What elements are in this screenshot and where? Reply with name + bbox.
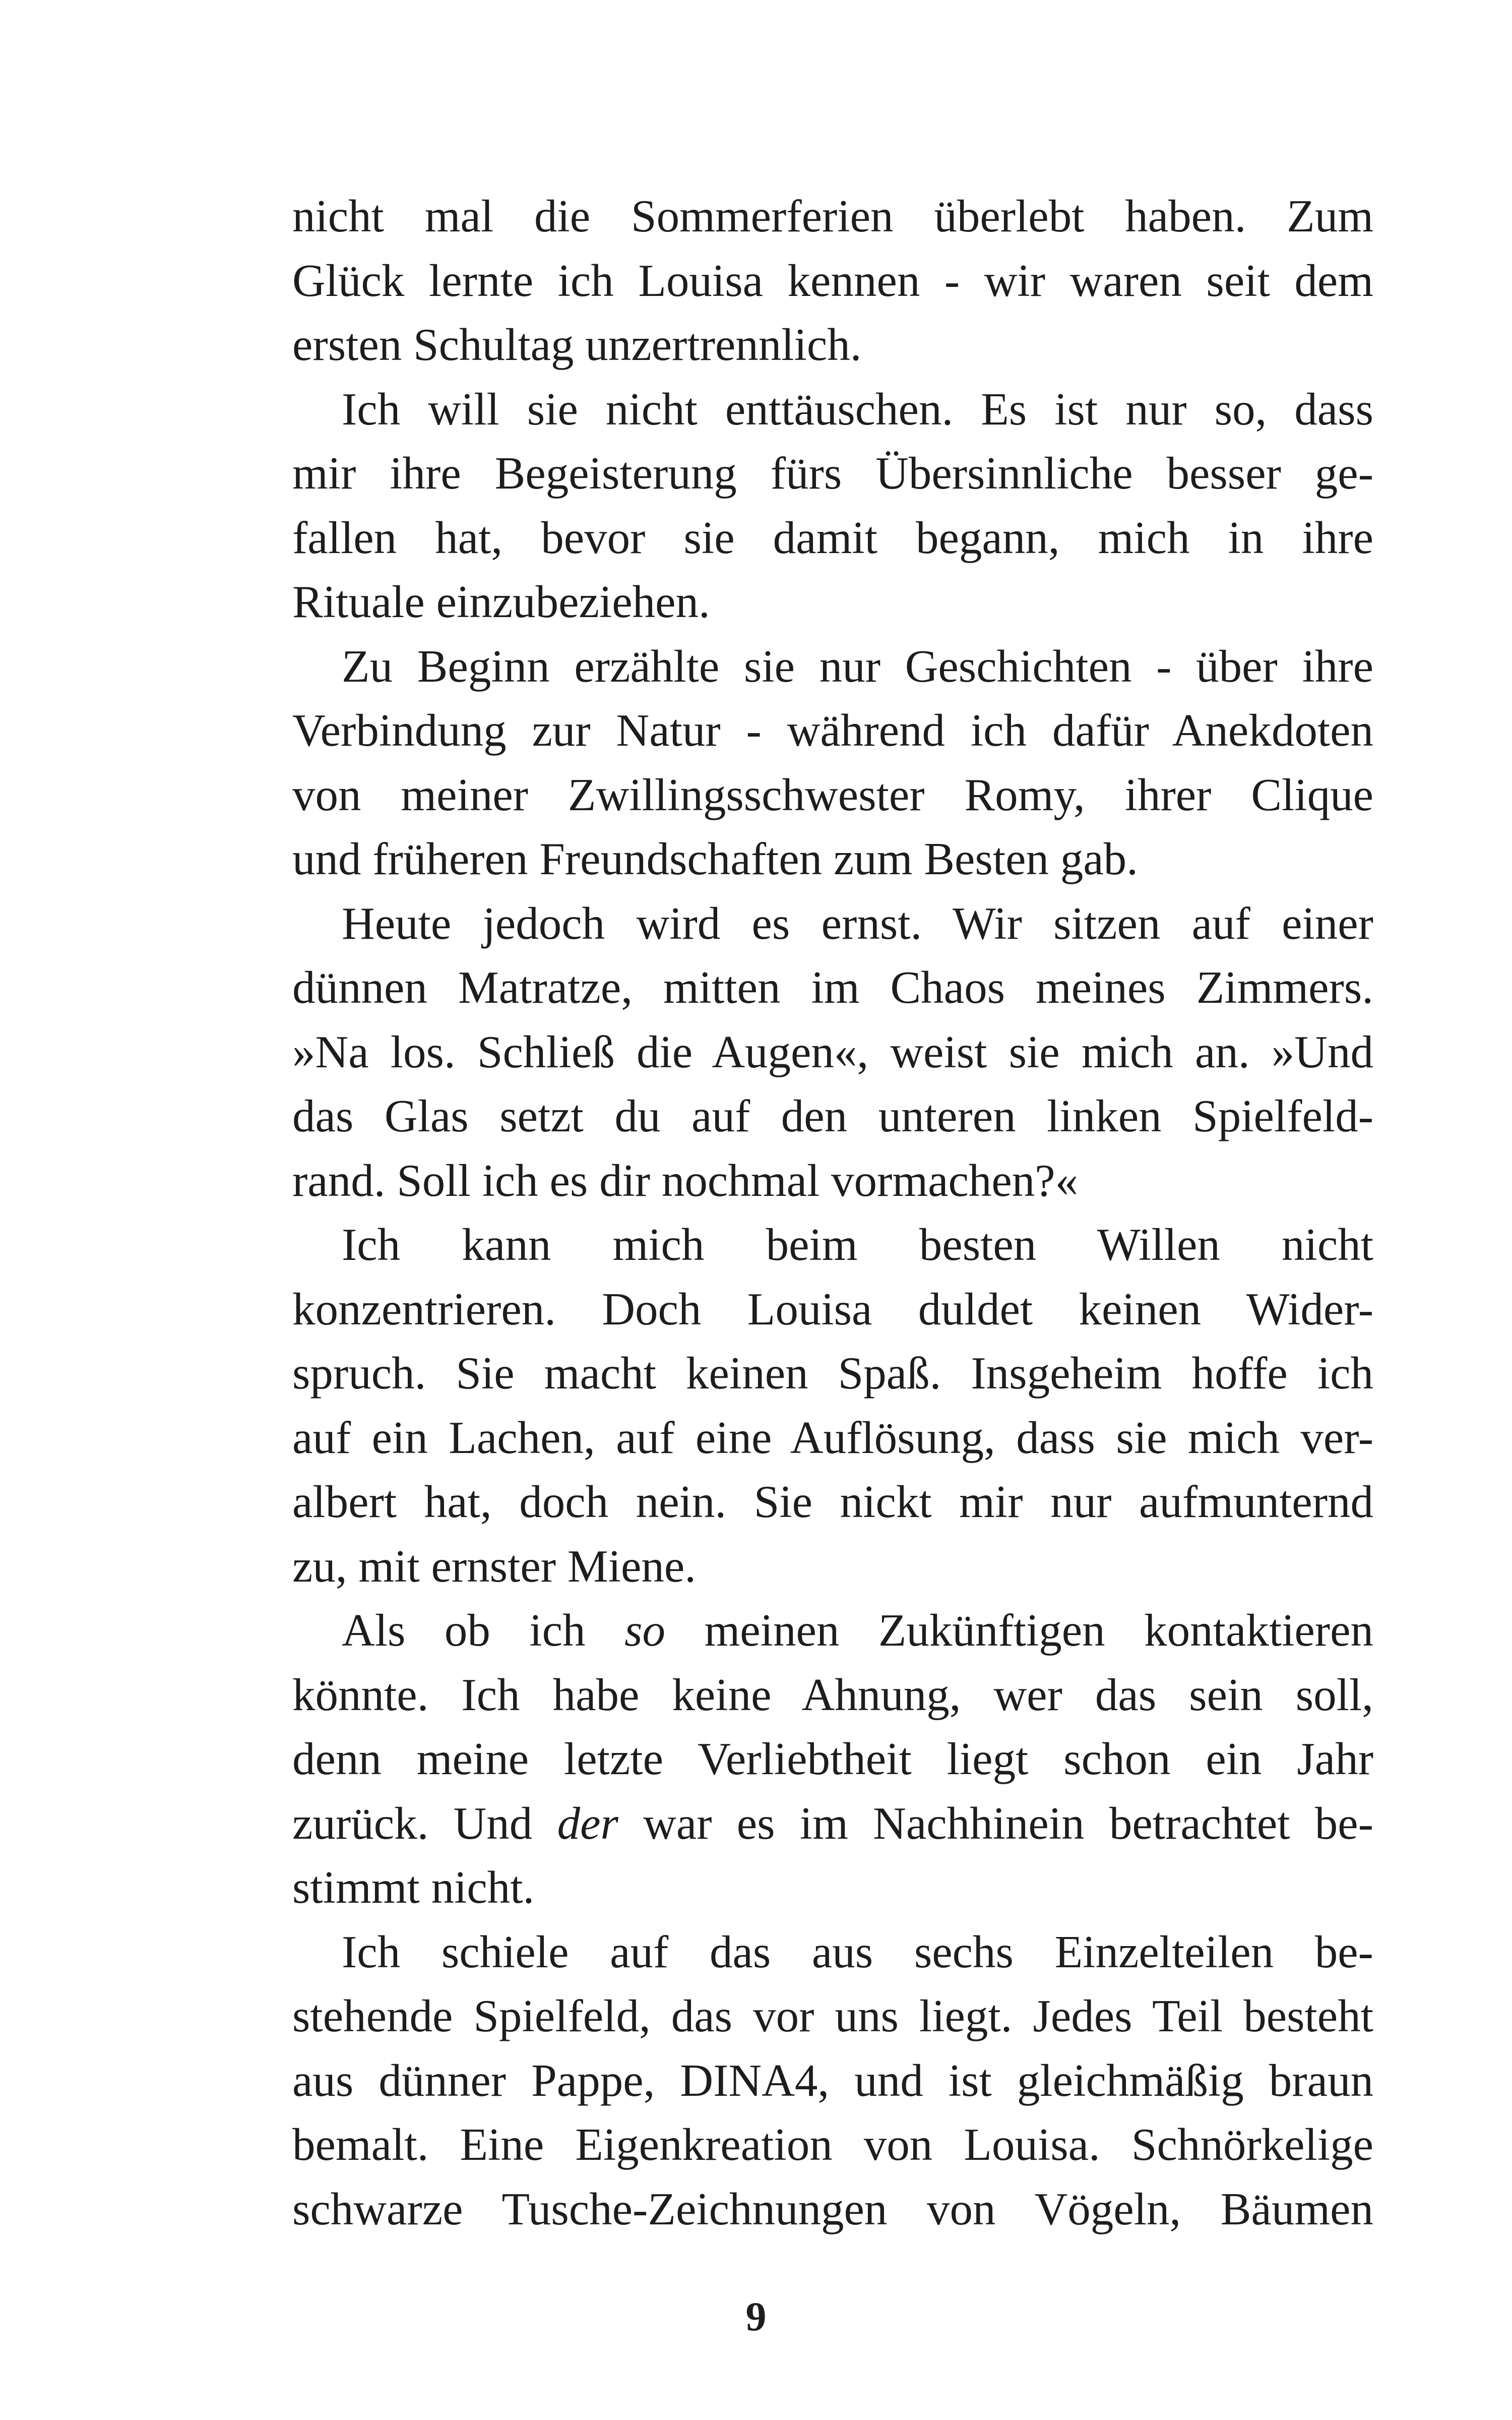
text-line: stehende Spielfeld, das vor uns liegt. Jedes Teil besteht (292, 1990, 1373, 2041)
body-text (292, 184, 1373, 2241)
text-line: bemalt. Eine Eigenkreation von Louisa. Schnörkelige (292, 2119, 1373, 2170)
text-line: zu, mit ernster Miene. (292, 1540, 697, 1592)
text-line: schwarze Tusche-Zeichnungen von Vögeln, Bäumen (292, 2183, 1373, 2234)
text-line: albert hat, doch nein. Sie nickt mir nur aufmunternd (292, 1476, 1373, 1527)
text-line: und früheren Freundschaften zum Besten gab. (292, 833, 1138, 884)
text-line: konzentrieren. Doch Louisa duldet keinen Wider- (292, 1283, 1373, 1335)
text-line: spruch. Sie macht keinen Spaß. Insgeheim hoffe ich (292, 1348, 1373, 1399)
text-line: Ich will sie nicht enttäuschen. Es ist nur so, dass (342, 383, 1373, 435)
text-line: denn meine letzte Verliebtheit liegt schon ein Jahr (292, 1733, 1373, 1784)
text-line: Rituale einzubeziehen. (292, 576, 710, 627)
text-line: von meiner Zwillingsschwester Romy, ihrer Clique (292, 769, 1373, 820)
text-line: Verbindung zur Natur - während ich dafür Anekdoten (292, 705, 1373, 756)
text-line: stimmt nicht. (292, 1862, 535, 1913)
text-line: zurück. Und der war es im Nachhinein betrachtet be- (292, 1797, 1373, 1849)
text-line: mir ihre Begeisterung fürs Übersinnliche besser ge- (292, 448, 1373, 499)
page-number: 9 (745, 2293, 767, 2339)
text-line: fallen hat, bevor sie damit begann, mich in ihre (292, 512, 1373, 563)
text-line: aus dünner Pappe, DINA4, und ist gleichmäßig braun (292, 2054, 1373, 2106)
text-line: Ich kann mich beim besten Willen nicht (342, 1219, 1373, 1270)
text-line: dünnen Matratze, mitten im Chaos meines Zimmers. (292, 962, 1373, 1013)
text-line: Als ob ich so meinen Zukünftigen kontaktieren (342, 1605, 1373, 1656)
text-line: ersten Schultag unzertrennlich. (292, 319, 862, 370)
text-line: rand. Soll ich es dir nochmal vormachen?« (292, 1155, 1079, 1206)
text-line: das Glas setzt du auf den unteren linken Spielfeld- (292, 1091, 1373, 1141)
text-line: Heute jedoch wird es ernst. Wir sitzen auf einer (342, 897, 1373, 949)
text-line: Zu Beginn erzählte sie nur Geschichten - über ihre (342, 640, 1373, 692)
text-line: nicht mal die Sommerferien überlebt haben. Zum (292, 191, 1373, 241)
text-line: Ich schiele auf das aus sechs Einzelteilen be- (342, 1926, 1373, 1977)
text-line: »Na los. Schließ die Augen«, weist sie mich an. »Und (292, 1026, 1373, 1077)
text-line: Glück lernte ich Louisa kennen - wir waren seit dem (292, 255, 1373, 306)
text-line: auf ein Lachen, auf eine Auflösung, dass sie mich ver- (292, 1412, 1373, 1463)
text-line: könnte. Ich habe keine Ahnung, wer das sein soll, (292, 1669, 1373, 1720)
